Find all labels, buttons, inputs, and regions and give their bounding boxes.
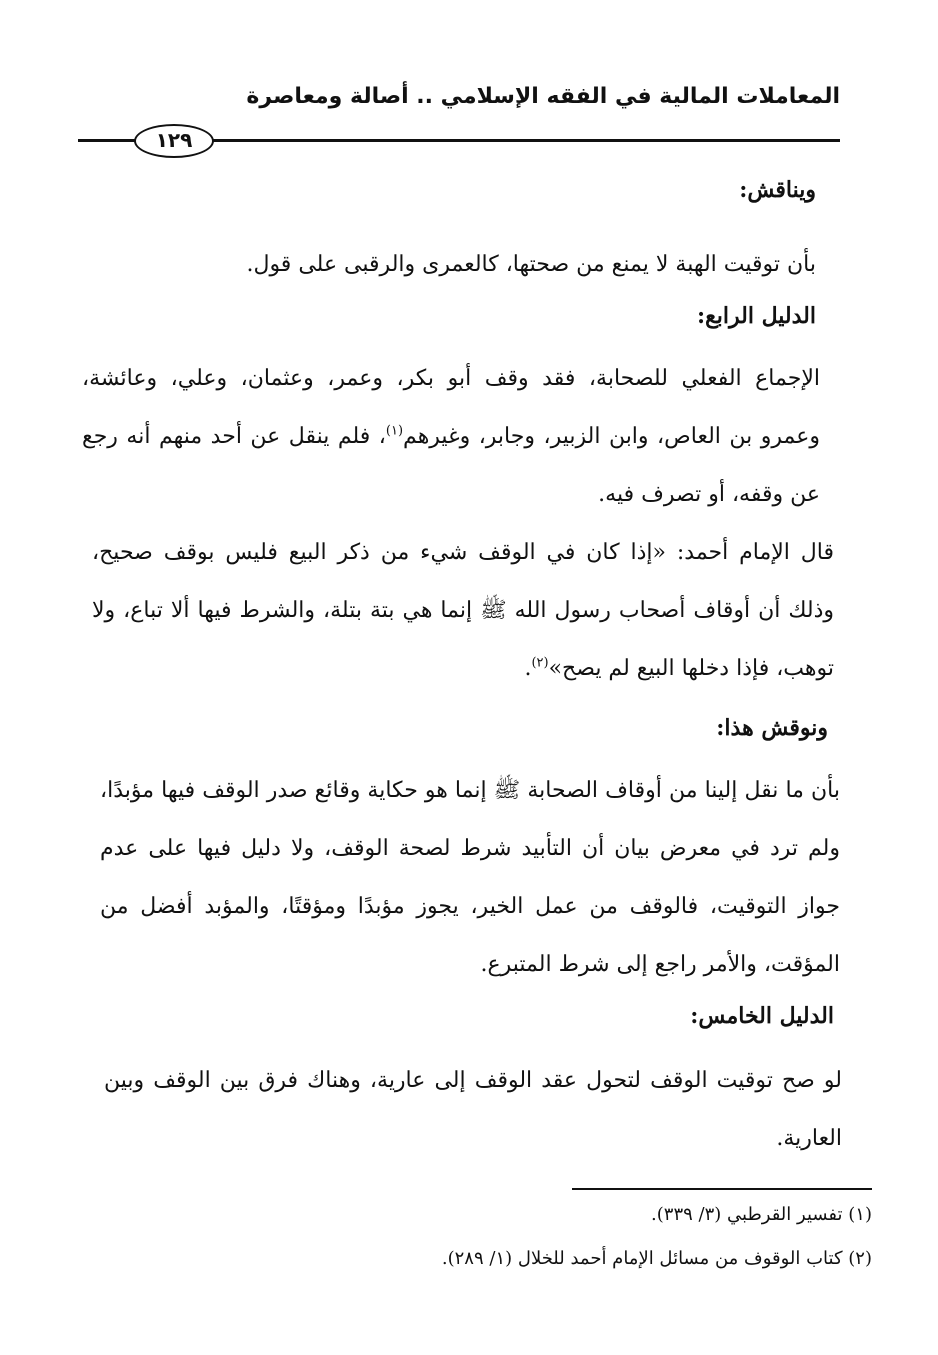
evidence-4-heading: الدليل الرابع: <box>696 303 816 329</box>
footnote-2: (٢) كتاب الوقوف من مسائل الإمام أحمد للخلال (١/ ٢٨٩). <box>441 1248 872 1269</box>
imam-quote-end: . <box>524 656 532 681</box>
imam-ahmad-quote <box>92 524 834 698</box>
evidence-5-text: لو صح توقيت الوقف لتحول عقد الوقف إلى عارية، وهناك فرق بين الوقف وبين العارية. <box>104 1068 842 1151</box>
footnote-ref-2: (٢) <box>531 655 549 671</box>
footnote-ref-1: (١) <box>385 423 404 439</box>
discussion-2-text: بأن ما نقل إلينا من أوقاف الصحابة ﷺ إنما هو حكاية وقائع صدر الوقف فيها مؤبدًا، ولم ترد في معرض بيان أن التأبيد شرط لصحة الوقف، ولا دليل فيها على عدم جواز التوقيت، فالوقف من عمل الخير، يجوز مؤبدًا ومؤقتًا، والمؤبد أفضل من المؤقت، والأمر راجع إلى شرط المتبرع. <box>100 778 840 977</box>
discussion-2-heading: ونوقش هذا: <box>716 715 828 741</box>
page-number-badge: ١٢٩ <box>134 124 214 158</box>
imam-quote-text: قال الإمام أحمد: «إذا كان في الوقف شيء من ذكر البيع فليس بوقف صحيح، وذلك أن أوقاف أصحاب رسول الله ﷺ إنما هي بتة بتلة، والشرط فيها ألا تباع، ولا توهب، فإذا دخلها البيع لم يصح» <box>92 540 834 681</box>
evidence-4-text-part-1: الإجماع الفعلي للصحابة، فقد وقف أبو بكر، وعمر، وعثمان، وعلي، وعائشة، وعمرو بن العاص، وابن الزبير، وجابر، وغيرهم <box>82 366 820 449</box>
evidence-4-text-part-2: ، فلم ينقل عن أحد منهم أنه رجع عن وقفه، أو تصرف فيه. <box>82 424 820 507</box>
discussion-1-text: بأن توقيت الهبة لا يمنع من صحتها، كالعمرى والرقبى على قول. <box>246 252 816 277</box>
footnote-1: (١) تفسير القرطبي (٣/ ٣٣٩). <box>651 1204 872 1225</box>
footnote-separator <box>572 1188 872 1190</box>
evidence-5-heading: الدليل الخامس: <box>690 1003 834 1029</box>
evidence-4-text <box>82 350 820 524</box>
discussion-1-heading: ويناقش: <box>739 177 816 203</box>
running-header-title: المعاملات المالية في الفقه الإسلامي .. أصالة ومعاصرة <box>246 84 840 109</box>
